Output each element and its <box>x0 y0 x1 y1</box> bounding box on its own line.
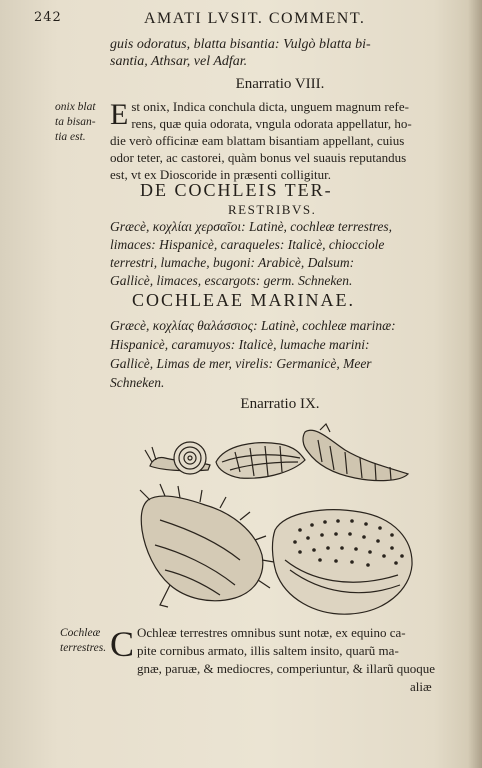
text-line: Ochleæ terrestres omnibus sunt notæ, ex equino ca- <box>137 625 406 640</box>
auger-shell-illustration <box>303 424 408 481</box>
section-heading-terrestribus-2: RESTRIBVS. <box>228 202 317 217</box>
enarratio-viii-heading: Enarratio VIII. <box>235 76 325 92</box>
section-heading-marinae: COCHLEAE MARINAE. <box>132 290 355 310</box>
text-line: Gallicè, limaces, escargots: germ. Schneken. <box>110 273 353 288</box>
text-line: gnæ, paruæ, & mediocres, comperiuntur, & illarũ quoque <box>137 661 436 676</box>
margin-note-line: onix blat <box>55 101 96 113</box>
cone-shell-illustration <box>216 443 305 479</box>
text-line: est, vt ex Dioscoride in præsenti colligitur. <box>110 167 331 182</box>
text-line: pite cornibus armato, illis saltem insito, quarũ ma- <box>137 643 399 658</box>
cowrie-shell-illustration <box>272 510 412 614</box>
text-line: Græcè, κοχλίας θαλάσσιος: Latinè, cochleæ marinæ: <box>110 318 396 333</box>
catchword: aliæ <box>410 679 432 694</box>
dropcap: C <box>110 624 135 664</box>
running-title: AMATI LVSIT. COMMENT. <box>144 10 366 27</box>
text-line: Schneken. <box>110 375 165 390</box>
land-snail-illustration <box>145 442 210 474</box>
text-line: guis odoratus, blatta bisantia: Vulgò blatta bi- <box>110 37 371 52</box>
dropcap: E <box>110 98 129 131</box>
enarratio-ix-heading: Enarratio IX. <box>240 396 320 412</box>
margin-note-line: ta bisan- <box>55 116 96 128</box>
text-line: Gallicè, Limas de mer, virelis: Germanicè, Meer <box>110 356 372 371</box>
text-line: odor teter, ac castorei, quàm bonus vel suauis reputandus <box>110 150 407 165</box>
text-line: st onix, Indica conchula dicta, unguem magnum refe- <box>131 99 409 114</box>
text-line: Hispanicè, caramuyos: Italicè, lumache marini: <box>110 337 370 352</box>
section-heading-terrestribus: DE COCHLEIS TER- <box>140 180 333 200</box>
page-number: 242 <box>34 10 62 25</box>
margin-note-line: terrestres. <box>60 642 107 654</box>
margin-note-line: Cochleæ <box>60 627 101 639</box>
text-line: terrestri, lumache, bugoni: Arabicè, Dalsum: <box>110 255 355 270</box>
margin-note-cochleae <box>60 626 115 656</box>
text-line: Græcè, κοχλίαι χερσαῖοι: Latinè, cochleæ terrestres, <box>110 219 393 234</box>
text-line: limaces: Hispanicè, caraqueles: Italicè, chiocciole <box>110 237 385 252</box>
text-line: santia, Athsar, vel Adfar. <box>110 54 248 69</box>
margin-note-line: tia est. <box>55 131 86 143</box>
murex-shell-illustration <box>140 484 274 607</box>
text-line: die verò officinæ eam blattam bisantiam appellant, cuius <box>110 133 405 148</box>
bottom-paragraph <box>110 624 455 678</box>
text-line: rens, quæ quia odorata, vngula odorata appellatur, ho- <box>131 116 412 131</box>
